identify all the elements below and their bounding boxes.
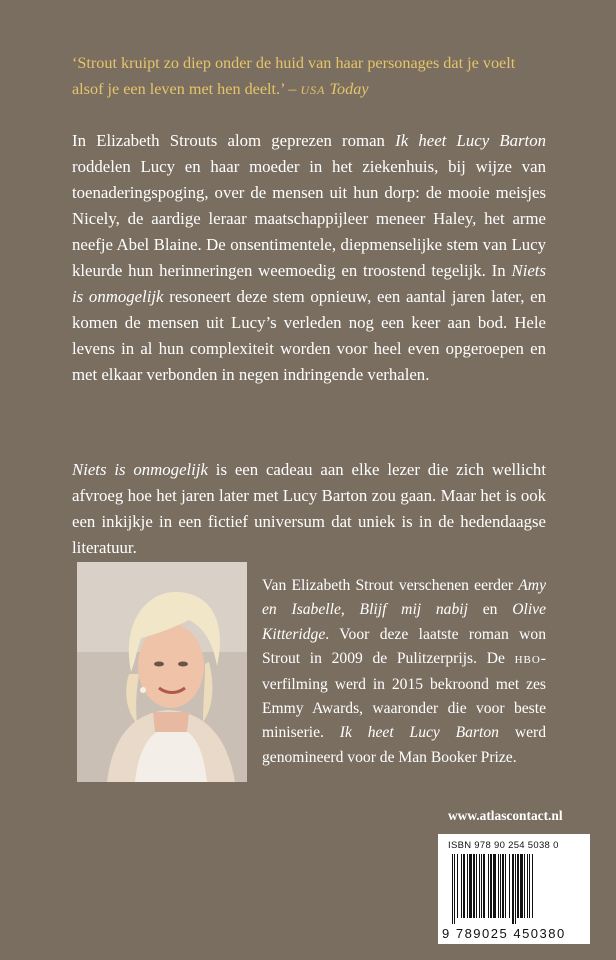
blurb-paragraph-1 (72, 128, 546, 388)
bio-text: , (340, 601, 360, 619)
book-title-niets: Niets is onmogelijk (72, 460, 208, 479)
publisher-website[interactable]: www.atlascontact.nl (448, 808, 563, 823)
blurb-text: resoneert deze stem opnieuw, een aantal jaren later, en komen de mensen uit Lucy’s verleden nog een keer aan bod. Hele levens in al hun complexiteit worden voor heel even opgeroepen en met elkaar verbonden in negen indringende verhalen. (72, 287, 546, 384)
quote-source-today: Today (325, 80, 369, 98)
bio-text: werd genomineerd voor de Man Booker Prize. (262, 724, 546, 766)
isbn-label: ISBN 978 90 254 5038 0 (448, 840, 559, 851)
book-title-niets: Niets is onmogelijk (72, 261, 546, 306)
barcode-number: 9 789025 450380 (442, 926, 566, 941)
bio-text: -verfilming werd in 2015 bekroond met zes Emmy Awards, waaronder die voor beste miniserie. (262, 650, 546, 742)
blurb-text: is een cadeau aan elke lezer die zich wellicht afvroeg hoe het jaren later met Lucy Barton zou gaan. Maar het is ook een inkijkje in een fictief universum dat uniek is in de hedendaagse literatuur. (72, 460, 546, 557)
bio-text: Van Elizabeth Strout verschenen eerder (262, 577, 519, 594)
review-quote (72, 50, 550, 103)
bio-hbo: HBO (514, 654, 541, 667)
bio-text: en (467, 601, 513, 619)
book-title: Blijf mij nabij (359, 601, 468, 619)
barcode-icon (452, 854, 576, 924)
book-title: Amy en Isabelle (262, 577, 546, 619)
blurb-paragraph-2 (72, 457, 546, 561)
book-title-lucy-barton: Ik heet Lucy Barton (395, 131, 546, 150)
book-title: Olive Kitteridge (262, 601, 547, 643)
author-bio (262, 574, 546, 770)
blurb-text: In Elizabeth Strouts alom geprezen roman (72, 131, 396, 150)
book-title: Ik heet Lucy Barton (339, 724, 499, 742)
author-portrait-illustration (77, 562, 247, 782)
barcode-box (438, 834, 590, 944)
author-photo (77, 562, 247, 782)
blurb-text: roddelen Lucy en haar moeder in het ziekenhuis, bij wijze van toenaderingspoging, over de mensen uit hun dorp: de mooie meisjes Nicely, de aardige leraar maatschappijleer meneer Haley, het arme neefje Abel Blaine. De onsentimentele, diepmenselijke stem van Lucy kleurde hun herinneringen weemoedig en troostend tegelijk. In (72, 157, 546, 280)
quote-source-usa: USA (300, 83, 326, 97)
bio-text: . Voor deze laatste roman won Strout in 2009 de Pulitzerprijs. De (262, 625, 546, 668)
quote-text: ‘Strout kruipt zo diep onder de huid van haar personages dat je voelt alsof je een leven met hen deelt.’ – (72, 54, 516, 98)
